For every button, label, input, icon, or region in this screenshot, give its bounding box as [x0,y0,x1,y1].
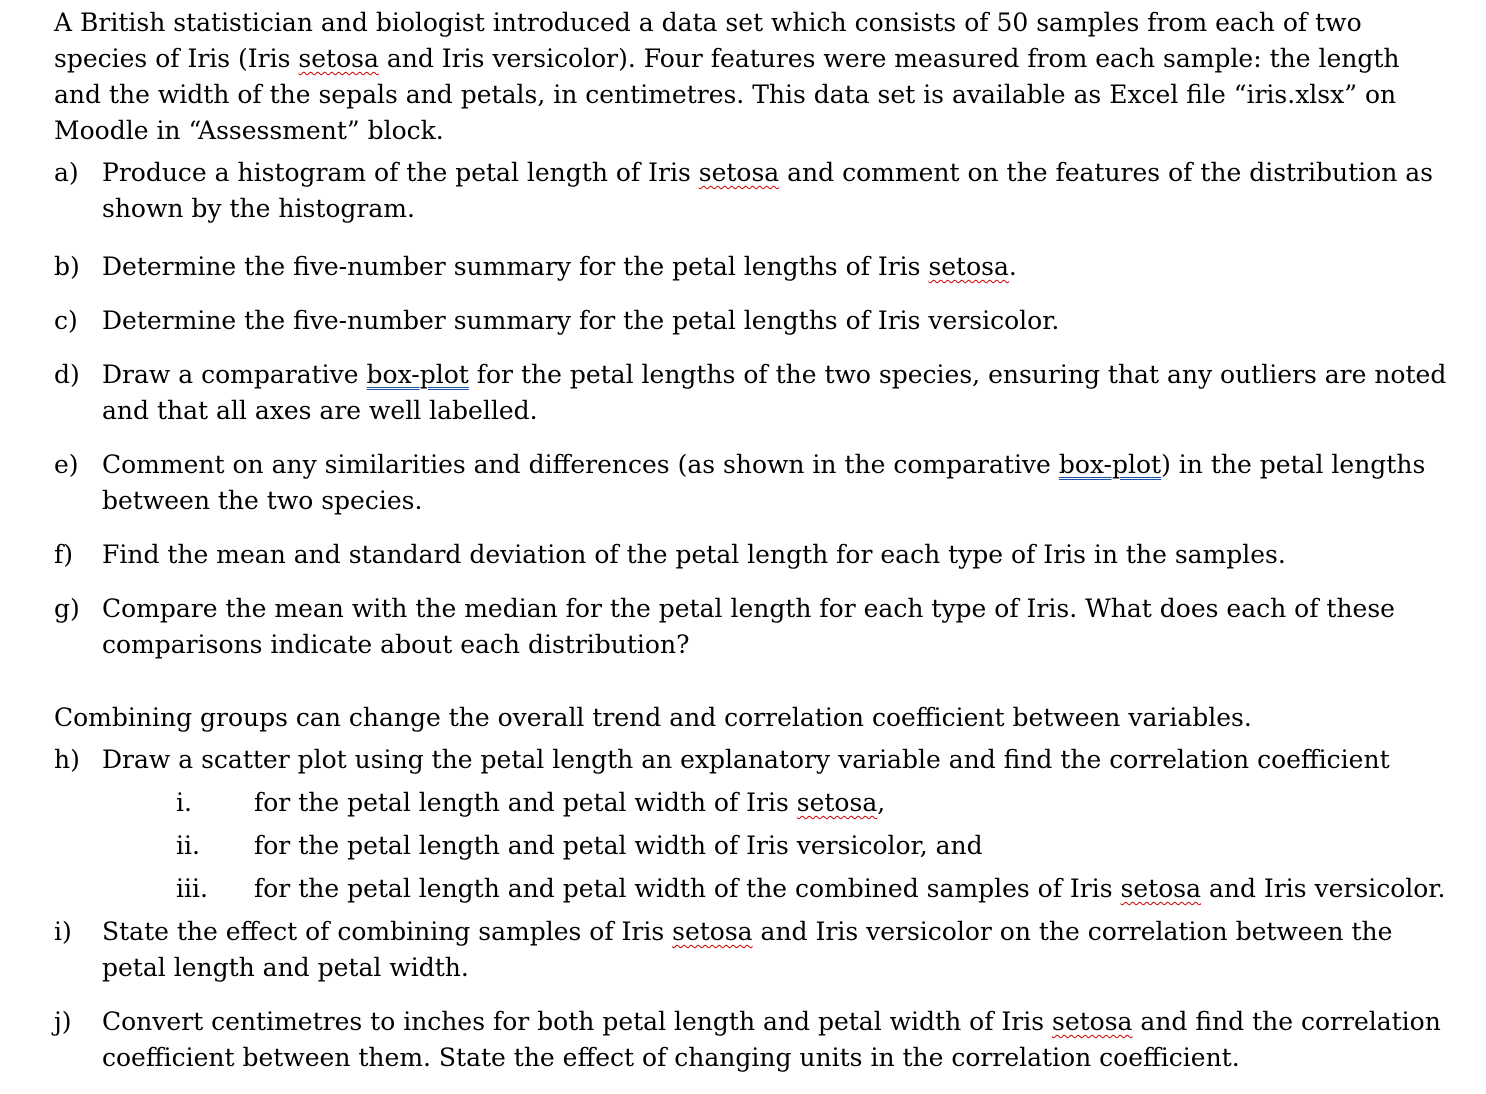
sub-item-text-1: for the petal length and petal width of Iris [254,788,797,817]
question-h-sub-ii [54,828,1454,864]
spelling-flag-setosa[interactable]: setosa [672,917,753,946]
question-h-sub-iii [54,871,1454,907]
question-d-text-1: Draw a comparative [102,360,367,389]
spelling-flag-setosa[interactable]: setosa [698,158,780,187]
question-h-label: h) [54,745,80,774]
sub-item-label: ii. [176,831,200,860]
question-j [54,1004,1454,1076]
question-c [54,303,1454,339]
question-h-text: Draw a scatter plot using the petal length an explanatory variable and find the correlation coefficient [102,745,1390,774]
question-j-text-2: and find the correlation coefficient between them. State the effect of changing units in the correlation coefficient. [102,1007,1441,1072]
question-h-sub-i [54,785,1454,821]
grammar-flag-box-plot[interactable]: box-plot [366,360,469,389]
question-i [54,914,1454,986]
sub-item-text: for the petal length and petal width of Iris versicolor, and [254,831,983,860]
question-d-label: d) [54,360,80,389]
sub-item-label: i. [176,788,192,817]
question-f-text: Find the mean and standard deviation of the petal length for each type of Iris in the samples. [102,540,1286,569]
intro-paragraph [54,5,1454,149]
spelling-flag-setosa[interactable]: setosa [928,252,1009,281]
question-a-text-2: and comment on the features of the distribution as shown by the histogram. [102,158,1434,223]
question-i-text-1: State the effect of combining samples of Iris [102,917,673,946]
question-b-text-1: Determine the five-number summary for the petal lengths of Iris [102,252,929,281]
intro-text-2: and Iris versicolor). Four features were measured from each sample: the length and the width of the sepals and petals, in centimetres. This data set is available as Excel file “iris.xlsx” on Moodle in “Assessment” block. [54,44,1400,145]
question-h [54,742,1454,778]
question-b [54,249,1454,285]
sub-item-text-2: , [877,788,886,817]
question-g-label: g) [54,594,80,623]
question-e [54,447,1454,519]
grammar-flag-box-plot[interactable]: box-plot [1058,450,1162,479]
intro-text-1: A British statistician and biologist introduced a data set which consists of 50 samples from each of two species of Iris (Iris [54,8,1362,73]
question-a-label: a) [54,158,79,187]
spelling-flag-setosa[interactable]: setosa [1120,874,1201,903]
question-f-label: f) [54,540,74,569]
spelling-flag-setosa[interactable]: setosa [298,44,379,73]
question-i-label: i) [54,917,72,946]
question-a-text-1: Produce a histogram of the petal length of Iris [102,158,699,187]
question-b-text-2: . [1008,252,1017,281]
combining-paragraph: Combining groups can change the overall trend and correlation coefficient between variables. [54,703,1252,732]
question-j-label: j) [54,1007,72,1036]
document-body [54,5,1454,1076]
question-e-text-2: ) in the petal lengths between the two species. [102,450,1426,515]
sub-item-text-1: for the petal length and petal width of the combined samples of Iris [254,874,1121,903]
question-g-text: Compare the mean with the median for the petal length for each type of Iris. What does each of these comparisons indicate about each distribution? [102,594,1395,659]
sub-item-text-2: and Iris versicolor. [1201,874,1446,903]
question-d-text-2: for the petal lengths of the two species, ensuring that any outliers are noted and that all axes are well labelled. [102,360,1447,425]
question-c-label: c) [54,306,78,335]
question-b-label: b) [54,252,80,281]
question-g [54,591,1454,663]
question-i-text-2: and Iris versicolor on the correlation between the petal length and petal width. [102,917,1393,982]
question-e-label: e) [54,450,79,479]
question-e-text-1: Comment on any similarities and differences (as shown in the comparative [102,450,1059,479]
question-f [54,537,1454,573]
sub-item-label: iii. [176,874,208,903]
question-j-text-1: Convert centimetres to inches for both petal length and petal width of Iris [102,1007,1052,1036]
spelling-flag-setosa[interactable]: setosa [796,788,878,817]
spelling-flag-setosa[interactable]: setosa [1052,1007,1133,1036]
question-d [54,357,1454,429]
question-c-text: Determine the five-number summary for the petal lengths of Iris versicolor. [102,306,1060,335]
question-a [54,155,1454,227]
